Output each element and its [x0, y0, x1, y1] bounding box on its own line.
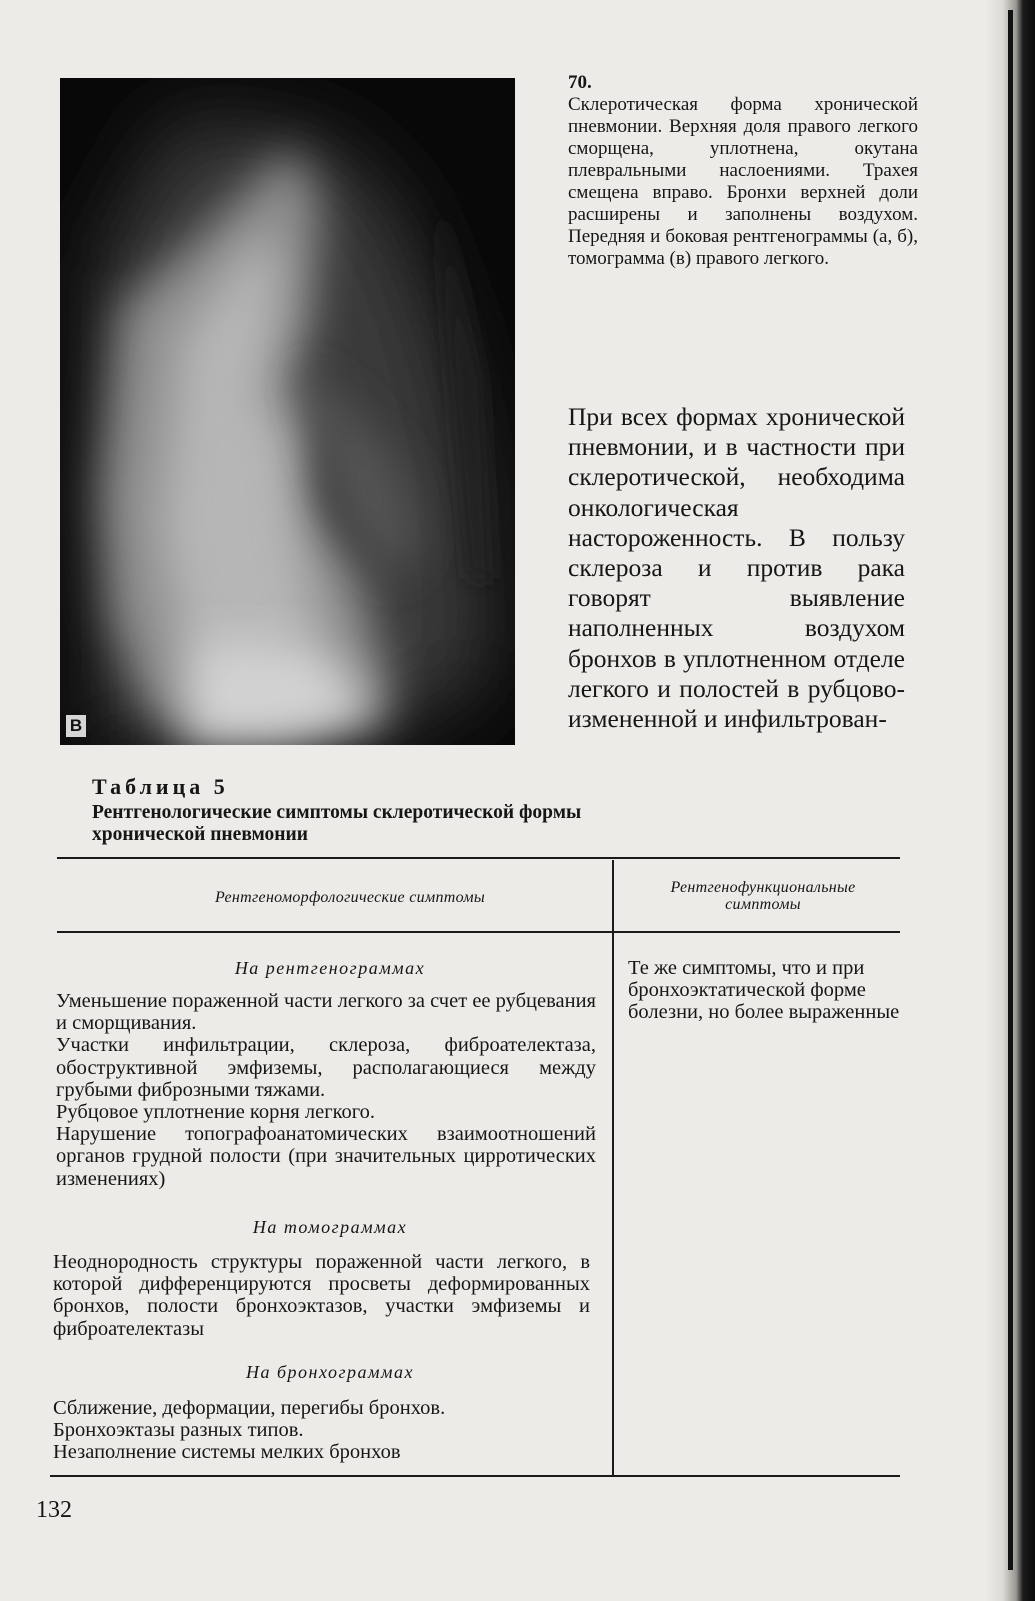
column-header-functional [618, 879, 908, 913]
column-header-functional-line-1: Рентгенофункциональные [670, 879, 856, 896]
body-paragraph: При всех формах хронической пневмонии, и в частности при склеротической, необходима онкологическая настороженность. В пользу склероза и против рака говорят выявление наполненных воздухом бронхов в уплотненном отделе легкого и полостей в рубцово-измененной и инфильтрован- [568, 402, 905, 734]
section-title-tomograms: На томограммах [252, 1217, 408, 1237]
table-bottom-rule [50, 1475, 900, 1477]
section-text-bronchograms: Сближение, деформации, перегибы бронхов. Бронхоэктазы разных типов. Незаполнение системы мелких бронхов [53, 1397, 446, 1464]
tomogram-graphic [60, 78, 515, 745]
section-title-radiographs: На рентгенограммах [234, 958, 426, 978]
table-column-divider [612, 860, 614, 1475]
section-text-tomograms: Неоднородность структуры пораженной части легкого, в которой дифференцируются просветы деформированных бронхов, полости бронхоэктазов, участки эмфиземы и фиброателектазы [53, 1251, 590, 1340]
tomogram-image [60, 78, 515, 745]
figure-number: 70. [568, 72, 592, 93]
column-header-morphological: Рентгеноморфологические симптомы [215, 889, 485, 906]
table-title-line-2: хронической пневмонии [92, 824, 309, 845]
figure-caption-text: Склеротическая форма хронической пневмонии. Верхняя доля правого легкого сморщена, уплотнена, окутана плевральными наслоениями. Трахея смещена вправо. Бронхи верхней доли расширены и заполнены воздухом. Передняя и боковая рентгенограммы (а, б), томограмма (в) правого легкого. [568, 94, 918, 269]
table-header-rule [57, 931, 900, 933]
section-title-bronchograms: На бронхограммах [245, 1362, 414, 1382]
book-spine-line [1008, 10, 1013, 1570]
table-heading [92, 772, 792, 846]
page-number: 132 [36, 1497, 72, 1523]
table-top-rule [57, 857, 900, 859]
figure-caption [568, 72, 918, 270]
functional-symptoms-text: Те же симптомы, что и при бронхоэктатической форме болезни, но более выраженные [628, 957, 900, 1024]
table-title-line-1: Рентгенологические симптомы склеротической формы [92, 802, 582, 823]
section-text-radiographs: Уменьшение пораженной части легкого за счет ее рубцевания и сморщивания. Участки инфильтрации, склероза, фиброателектаза, обоструктивной эмфиземы, располагающиеся между грубыми фиброзными тяжами. Рубцовое уплотнение корня легкого. Нарушение топографоанатомических взаимоотношений органов грудной полости (при значительных цирротических изменениях) [56, 990, 596, 1190]
figure-panel-label: В [66, 715, 86, 737]
column-header-functional-line-2: симптомы [725, 896, 801, 913]
table-label: Таблица 5 [92, 774, 229, 799]
